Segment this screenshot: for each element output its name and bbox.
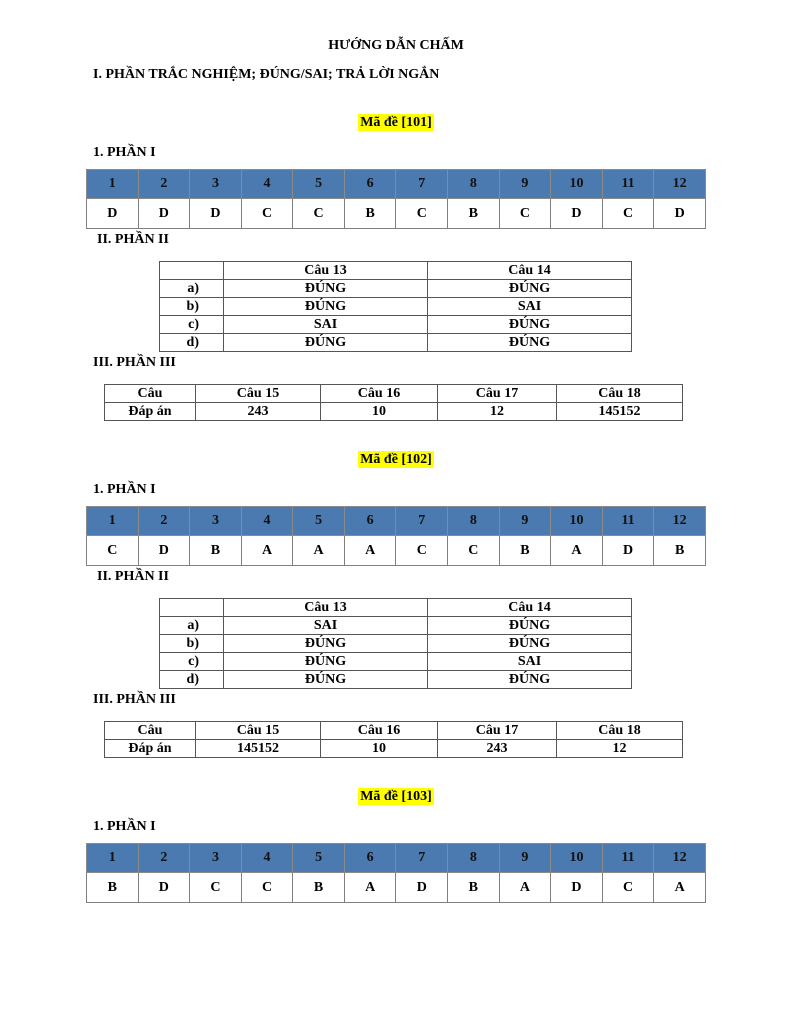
question-number: 9 [499,844,551,873]
part3-header-cell: Câu 15 [196,385,321,403]
part2-header-cell: Câu 13 [224,262,428,280]
part2-answer: ĐÚNG [224,635,428,653]
answer-cell: B [87,873,139,903]
question-number: 7 [396,844,448,873]
part1-table-101 [86,169,706,229]
answer-cell: C [448,536,500,566]
answer-cell: C [396,536,448,566]
question-number: 12 [654,844,706,873]
answer-cell: C [602,199,654,229]
exam-code-102 [0,452,792,468]
answer-cell: D [602,536,654,566]
answer-cell: A [551,536,603,566]
part3-header-cell: Câu 16 [321,385,438,403]
part2-item-label: a) [160,617,224,635]
part2-answer: ĐÚNG [428,334,632,352]
part3-answer-cell: 10 [321,403,438,421]
part2-item-label: b) [160,635,224,653]
question-number: 7 [396,170,448,199]
answer-cell: A [654,873,706,903]
question-number: 1 [87,507,139,536]
answer-cell: B [190,536,242,566]
part3-header-cell: Câu 17 [438,385,557,403]
part2-header-row [160,599,632,617]
question-number: 10 [551,844,603,873]
exam-code-101 [0,115,792,131]
question-number: 10 [551,507,603,536]
part3-answer-cell: 12 [438,403,557,421]
part2-header-cell: Câu 14 [428,262,632,280]
part3-header-row [105,722,683,740]
part2-item-label: d) [160,334,224,352]
question-number: 8 [448,170,500,199]
page-title: HƯỚNG DẪN CHẤM [328,38,464,53]
part2-row [160,298,632,316]
exam-code-label: Mã đề [103] [360,789,432,804]
question-number: 4 [241,507,293,536]
part2-answer: ĐÚNG [224,653,428,671]
question-number: 8 [448,507,500,536]
question-number: 9 [499,170,551,199]
answer-cell: D [654,199,706,229]
question-number: 5 [293,844,345,873]
part3-answer-row [105,403,683,421]
part3-answer-cell: Đáp án [105,403,196,421]
part2-answer: ĐÚNG [428,671,632,689]
question-number: 5 [293,170,345,199]
part2-row [160,617,632,635]
part3-answer-cell: 145152 [196,740,321,758]
exam-code-label: Mã đề [101] [360,115,432,130]
part2-answer: ĐÚNG [224,298,428,316]
part3-header-cell: Câu 18 [557,722,683,740]
answer-cell: D [551,199,603,229]
answer-row [87,199,706,229]
part2-answer: ĐÚNG [224,671,428,689]
answer-cell: D [396,873,448,903]
part2-header-row [160,262,632,280]
question-number: 7 [396,507,448,536]
answer-cell: C [241,199,293,229]
question-number: 3 [190,170,242,199]
part2-header-cell [160,599,224,617]
answer-cell: A [499,873,551,903]
part3-header-cell: Câu 15 [196,722,321,740]
question-number-row [87,170,706,199]
part3-answer-cell: 12 [557,740,683,758]
question-number: 12 [654,507,706,536]
part3-header-cell: Câu [105,722,196,740]
question-number-row [87,507,706,536]
question-number: 8 [448,844,500,873]
question-number: 6 [344,170,396,199]
answer-cell: A [241,536,293,566]
question-number: 2 [138,170,190,199]
answer-cell: D [138,536,190,566]
part2-table-101 [159,261,632,352]
question-number: 6 [344,507,396,536]
part3-header-cell: Câu 17 [438,722,557,740]
part1-table-102 [86,506,706,566]
answer-cell: B [344,199,396,229]
part2-answer: SAI [428,653,632,671]
part2-row [160,280,632,298]
part3-table-102 [104,721,683,758]
part1-label: 1. PHẦN I [93,819,156,834]
question-number: 4 [241,170,293,199]
part2-answer: ĐÚNG [428,617,632,635]
question-number: 4 [241,844,293,873]
part2-answer: ĐÚNG [428,280,632,298]
answer-cell: B [448,199,500,229]
part3-header-cell: Câu [105,385,196,403]
part2-header-cell: Câu 13 [224,599,428,617]
question-number: 5 [293,507,345,536]
answer-cell: C [241,873,293,903]
answer-cell: C [293,199,345,229]
part1-label: 1. PHẦN I [93,482,156,497]
part3-header-cell: Câu 18 [557,385,683,403]
part2-label: II. PHẦN II [97,569,169,584]
part2-header-cell [160,262,224,280]
part2-answer: ĐÚNG [428,635,632,653]
part2-label: II. PHẦN II [97,232,169,247]
part3-answer-cell: Đáp án [105,740,196,758]
part2-item-label: c) [160,653,224,671]
part3-answer-cell: 243 [196,403,321,421]
part2-item-label: b) [160,298,224,316]
part3-answer-cell: 10 [321,740,438,758]
part3-label: III. PHẦN III [93,355,176,370]
part3-answer-cell: 243 [438,740,557,758]
answer-cell: A [293,536,345,566]
part2-row [160,653,632,671]
answer-cell: A [344,536,396,566]
question-number-row [87,844,706,873]
question-number: 12 [654,170,706,199]
part3-header-cell: Câu 16 [321,722,438,740]
answer-cell: C [190,873,242,903]
answer-cell: D [138,873,190,903]
part2-item-label: a) [160,280,224,298]
answer-cell: B [448,873,500,903]
answer-cell: D [190,199,242,229]
question-number: 6 [344,844,396,873]
exam-code-label: Mã đề [102] [360,452,432,467]
part2-answer: ĐÚNG [224,280,428,298]
answer-cell: C [499,199,551,229]
part2-answer: ĐÚNG [428,316,632,334]
part2-answer: ĐÚNG [224,334,428,352]
question-number: 11 [602,170,654,199]
question-number: 3 [190,507,242,536]
part2-answer: SAI [428,298,632,316]
part3-table-101 [104,384,683,421]
part1-label: 1. PHẦN I [93,145,156,160]
question-number: 2 [138,844,190,873]
question-number: 1 [87,170,139,199]
answer-cell: C [602,873,654,903]
part3-answer-cell: 145152 [557,403,683,421]
part3-label: III. PHẦN III [93,692,176,707]
answer-cell: B [654,536,706,566]
exam-code-103 [0,789,792,805]
question-number: 2 [138,507,190,536]
answer-cell: B [293,873,345,903]
part2-answer: SAI [224,316,428,334]
question-number: 11 [602,844,654,873]
part2-answer: SAI [224,617,428,635]
part1-table-103 [86,843,706,903]
answer-cell: B [499,536,551,566]
answer-cell: D [138,199,190,229]
part2-table-102 [159,598,632,689]
question-number: 10 [551,170,603,199]
answer-cell: D [551,873,603,903]
answer-row [87,536,706,566]
answer-cell: A [344,873,396,903]
answer-cell: C [87,536,139,566]
section-heading: I. PHẦN TRẮC NGHIỆM; ĐÚNG/SAI; TRẢ LỜI NGẮN [93,67,440,82]
part3-header-row [105,385,683,403]
question-number: 11 [602,507,654,536]
part3-answer-row [105,740,683,758]
part2-row [160,671,632,689]
part2-item-label: d) [160,671,224,689]
question-number: 3 [190,844,242,873]
answer-cell: D [87,199,139,229]
question-number: 1 [87,844,139,873]
part2-item-label: c) [160,316,224,334]
answer-row [87,873,706,903]
part2-row [160,334,632,352]
part2-row [160,316,632,334]
answer-cell: C [396,199,448,229]
part2-row [160,635,632,653]
question-number: 9 [499,507,551,536]
part2-header-cell: Câu 14 [428,599,632,617]
